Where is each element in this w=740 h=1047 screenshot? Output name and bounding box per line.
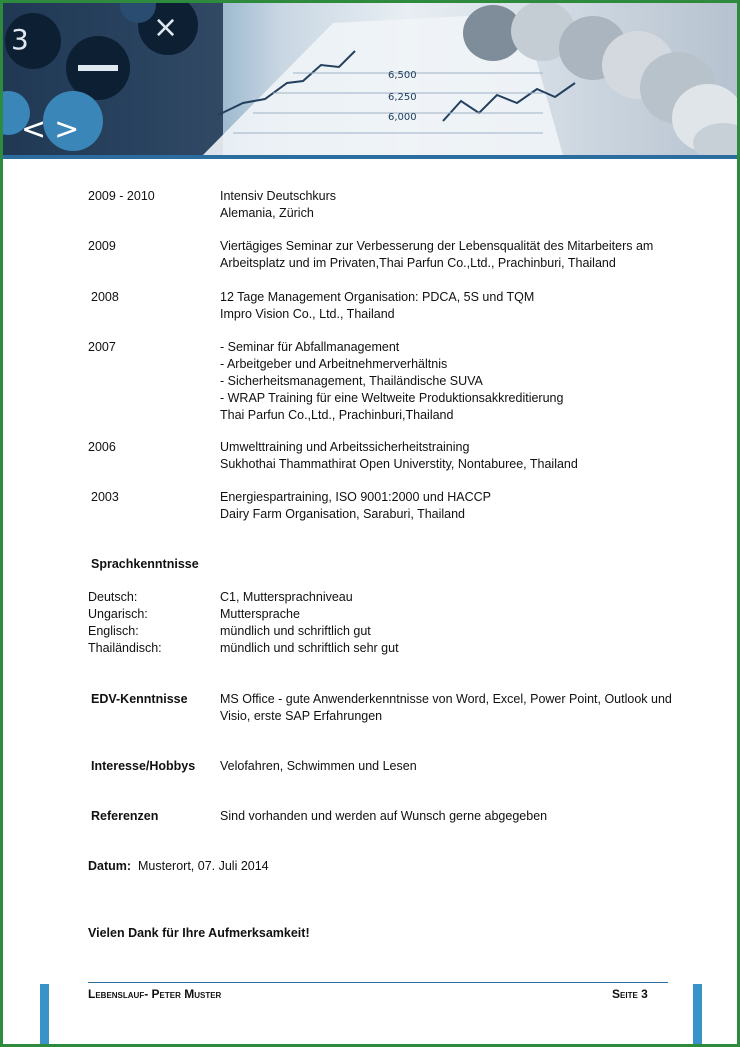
header-banner (3, 3, 737, 155)
training-line: - Arbeitgeber und Arbeitnehmerverhältnis (220, 357, 448, 371)
references-label: Referenzen (91, 809, 159, 823)
date-value: Musterort, 07. Juli 2014 (138, 859, 269, 873)
training-line: Sukhothai Thammathirat Open Universtity, Nontaburee, Thailand (220, 457, 578, 471)
edv-line: MS Office - gute Anwenderkenntnisse von Word, Excel, Power Point, Outlook und (220, 692, 672, 706)
training-line: Energiespartraining, ISO 9001:2000 und HACCP (220, 490, 491, 504)
banner-divider (3, 155, 737, 159)
training-details (220, 289, 690, 323)
svg-text:6,250: 6,250 (388, 92, 417, 103)
language-name: Thailändisch: (88, 641, 162, 655)
svg-text:6,500: 6,500 (388, 70, 417, 81)
slider-arrows[interactable] (21, 112, 88, 147)
footer-divider (88, 982, 668, 983)
language-name: Deutsch: (88, 590, 138, 604)
training-line: Viertägiges Seminar zur Verbesserung der Lebensqualität des Mitarbeiters am (220, 239, 654, 253)
training-details (220, 339, 690, 424)
svg-text:3: 3 (11, 23, 29, 56)
training-year: 2009 (88, 239, 116, 253)
date-line (88, 858, 688, 875)
training-line: Arbeitsplatz und im Privaten,Thai Parfun Co.,Ltd., Prachinburi, Thailand (220, 256, 616, 270)
footer-title: Lebenslauf- Peter Muster (88, 987, 222, 1001)
training-year: 2006 (88, 440, 116, 454)
date-label: Datum: (88, 859, 132, 873)
training-details (220, 238, 690, 272)
chevron-left-icon[interactable]: < (21, 112, 55, 147)
banner-illustration (3, 3, 737, 155)
training-year: 2009 - 2010 (88, 189, 155, 203)
training-line: Intensiv Deutschkurs (220, 189, 337, 203)
language-level: mündlich und schriftlich gut (220, 624, 371, 638)
training-year: 2007 (88, 340, 116, 354)
training-line: Thai Parfun Co.,Ltd., Prachinburi,Thailand (220, 408, 454, 422)
languages-heading: Sprachkenntnisse (91, 557, 199, 571)
training-line: - WRAP Training für eine Weltweite Produktionsakkreditierung (220, 391, 564, 405)
footer-accent-left (40, 984, 49, 1044)
edv-details (220, 691, 690, 725)
training-details (220, 188, 690, 222)
training-line: Umwelttraining und Arbeitssicherheitstraining (220, 440, 470, 454)
chevron-right-icon[interactable]: > (54, 112, 88, 147)
training-line: Alemania, Zürich (220, 206, 314, 220)
language-level: C1, Muttersprachniveau (220, 590, 353, 604)
footer-accent-right (693, 984, 702, 1044)
edv-line: Visio, erste SAP Erfahrungen (220, 709, 383, 723)
training-details (220, 489, 690, 523)
svg-text:×: × (153, 10, 179, 45)
edv-label: EDV-Kenntnisse (91, 692, 188, 706)
closing-thanks: Vielen Dank für Ihre Aufmerksamkeit! (88, 926, 310, 940)
training-details (220, 439, 690, 473)
hobbies-label: Interesse/Hobbys (91, 759, 196, 773)
training-line: - Seminar für Abfallmanagement (220, 340, 400, 354)
training-line: - Sicherheitsmanagement, Thailändische SUVA (220, 374, 483, 388)
training-line: 12 Tage Management Organisation: PDCA, 5S und TQM (220, 290, 535, 304)
svg-text:6,000: 6,000 (388, 112, 417, 123)
training-year: 2003 (91, 490, 119, 504)
language-level: Muttersprache (220, 607, 300, 621)
training-line: Dairy Farm Organisation, Saraburi, Thailand (220, 507, 466, 521)
language-level: mündlich und schriftlich sehr gut (220, 641, 399, 655)
references-value: Sind vorhanden und werden auf Wunsch gerne abgegeben (220, 809, 548, 823)
training-line: Impro Vision Co., Ltd., Thailand (220, 307, 395, 321)
training-year: 2008 (91, 290, 119, 304)
page-number: Seite 3 (612, 987, 648, 1001)
language-name: Englisch: (88, 624, 139, 638)
language-name: Ungarisch: (88, 607, 148, 621)
hobbies-value: Velofahren, Schwimmen und Lesen (220, 759, 417, 773)
